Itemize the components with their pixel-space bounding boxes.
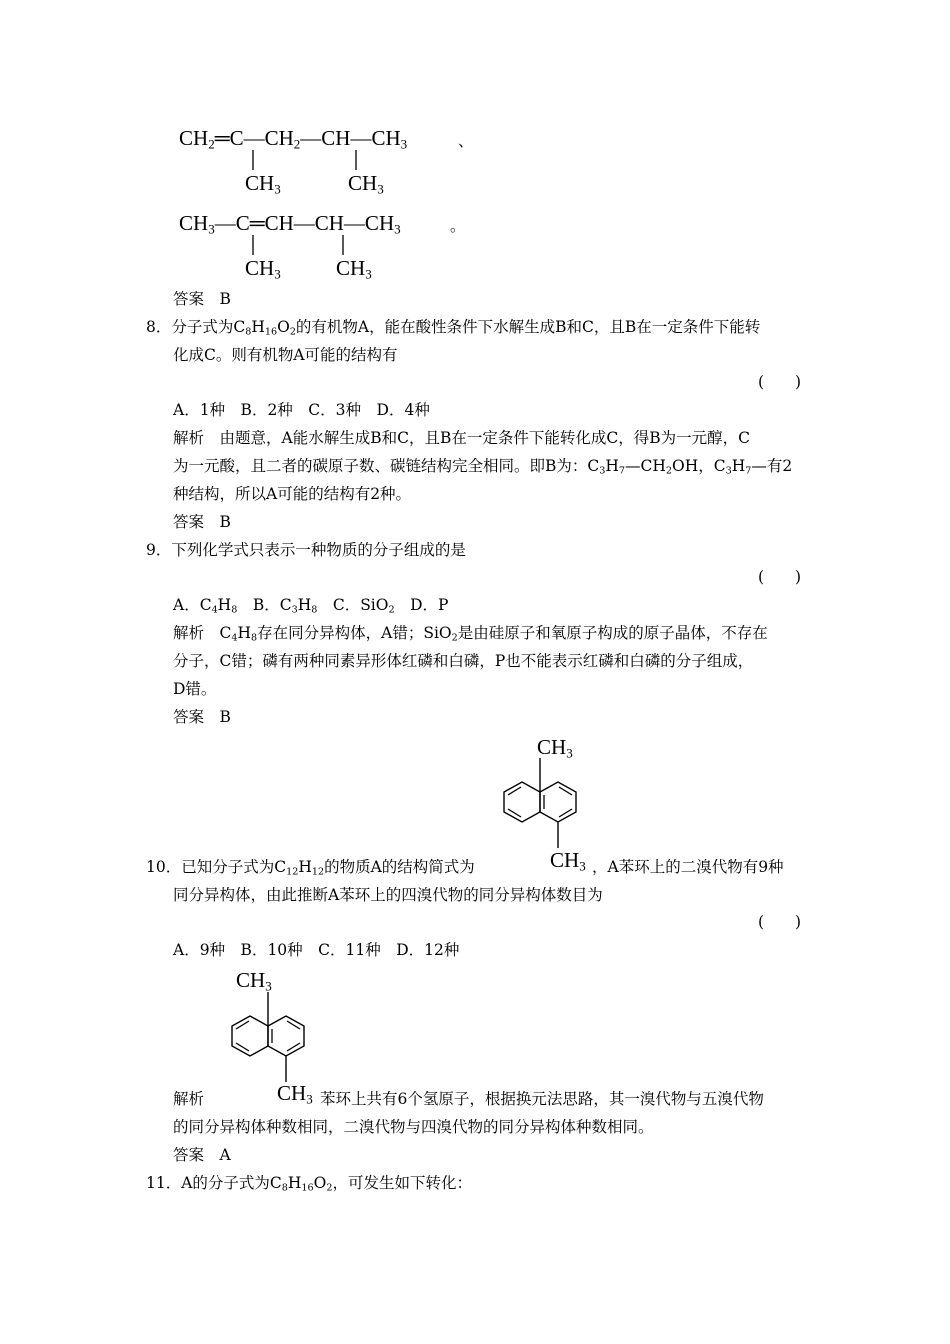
formula-2-branch-left: $CH_3$ bbox=[245, 256, 281, 282]
q10-stem-line2: 同分异构体，由此推断A苯环上的四溴代物的同分异构体数目为 bbox=[173, 886, 603, 904]
q10-analysis-line1: 苯环上共有6个氢原子，根据换元法思路，其一溴代物与五溴代物 bbox=[320, 1090, 764, 1108]
structure-1-methyl-bottom: $CH_3$ bbox=[550, 848, 586, 874]
structure-2-methyl-top: $CH_3$ bbox=[236, 968, 272, 994]
q9-analysis-line2: 分子，C错；磷有两种同素异形体红磷和白磷，P也不能表示红磷和白磷的分子组成， bbox=[173, 652, 754, 670]
q8-stem-line2: 化成C。则有机物A可能的结构有 bbox=[173, 346, 398, 364]
q10-answer-bracket: ( ) bbox=[758, 913, 802, 931]
formula-1-branch-right: $CH_3$ bbox=[348, 171, 384, 197]
q11-stem: 11．A的分子式为$C_8H_{16}O_2$，可发生如下转化： bbox=[146, 1174, 472, 1194]
q10-answer: 答案 A bbox=[173, 1146, 231, 1164]
q10-analysis-label: 解析 bbox=[173, 1090, 205, 1108]
q10-stem-line1-tail: ，A苯环上的二溴代物有9种 bbox=[592, 858, 784, 876]
q8-analysis-line2: 为一元酸，且二者的碳原子数、碳链结构完全相同。即B为：$C_3H_7—CH_2OH$，$C_3H_7—$有2 bbox=[173, 457, 793, 477]
q8-answer-bracket: ( ) bbox=[758, 373, 802, 391]
q8-analysis-line1: 解析 由题意，A能水解生成B和C，且B在一定条件下能转化成C，得B为一元醇，C bbox=[173, 429, 750, 447]
formula-2-branch-right: $CH_3$ bbox=[336, 256, 372, 282]
formula-1-main: $CH_2═C—CH_2—CH—CH_3$ bbox=[179, 126, 408, 152]
q9-analysis-line1: 解析 $C_4H_8$存在同分异构体，A错；SiO$_2$是由硅原子和氧原子构成的原子晶体，不存在 bbox=[173, 624, 768, 644]
formula-2-bonds bbox=[0, 0, 950, 300]
formula-2-separator: 。 bbox=[450, 217, 466, 235]
formula-2-main: $CH_3—C═CH—CH—CH_3$ bbox=[179, 211, 401, 237]
q9-options: A．$C_4H_8$ B．$C_3H_8$ C．SiO$_2$ D．P bbox=[173, 596, 449, 616]
structure-2-methyl-bottom: $CH_3$ bbox=[277, 1081, 313, 1107]
structure-1-methyl-top: $CH_3$ bbox=[537, 735, 573, 761]
q9-stem: 9．下列化学式只表示一种物质的分子组成的是 bbox=[146, 541, 466, 559]
q8-stem-line1: 8．分子式为$C_8H_{16}O_2$的有机物A，能在酸性条件下水解生成B和C，且B在一定条件下能转 bbox=[146, 318, 761, 338]
formula-1-branch-left: $CH_3$ bbox=[245, 171, 281, 197]
q8-answer: 答案 B bbox=[173, 513, 231, 531]
q9-analysis-line3: D错。 bbox=[173, 680, 217, 698]
q10-stem-line1: 10．已知分子式为$C_{12}H_{12}$的物质A的结构简式为 bbox=[146, 858, 475, 878]
q9-answer-bracket: ( ) bbox=[758, 568, 802, 586]
q10-analysis-line2: 的同分异构体种数相同，二溴代物与四溴代物的同分异构体种数相同。 bbox=[173, 1118, 654, 1136]
q8-analysis-line3: 种结构，所以A可能的结构有2种。 bbox=[173, 485, 412, 503]
q9-answer: 答案 B bbox=[173, 708, 231, 726]
q8-options: A．1种 B．2种 C．3种 D．4种 bbox=[173, 401, 430, 419]
formula-1-separator: 、 bbox=[458, 132, 474, 150]
q10-options: A．9种 B．10种 C．11种 D．12种 bbox=[173, 941, 460, 959]
q7-answer: 答案 B bbox=[173, 290, 231, 308]
